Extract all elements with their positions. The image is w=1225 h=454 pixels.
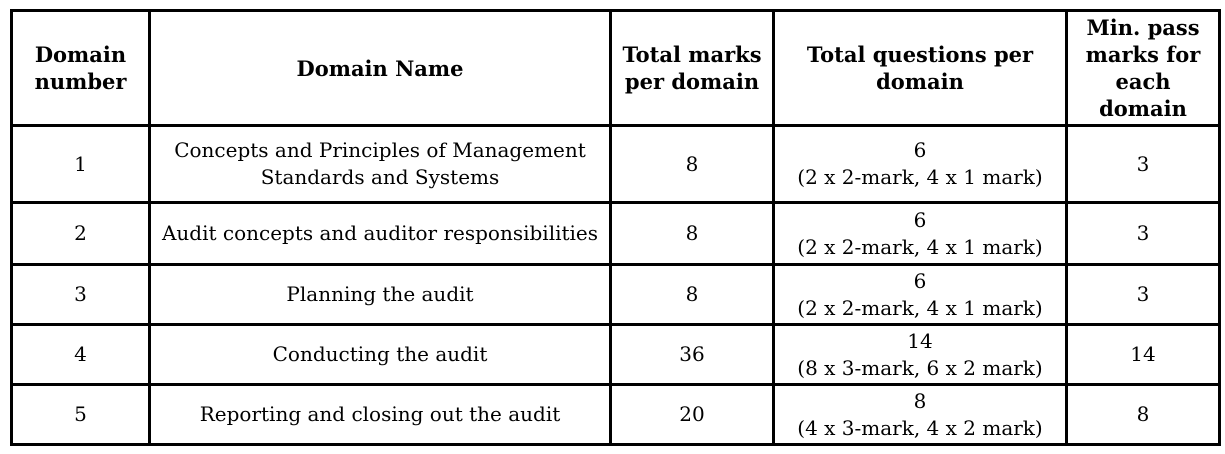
cell-total-marks: 36: [611, 325, 774, 385]
table-row: [12, 265, 1220, 325]
question-count: 6: [913, 207, 927, 232]
cell-total-questions: [774, 126, 1067, 203]
cell-min-pass-marks: 3: [1067, 265, 1220, 325]
header-min-pass-marks: Min. pass marks for each domain: [1067, 11, 1220, 126]
question-breakdown: (2 x 2-mark, 4 x 1 mark): [797, 234, 1043, 259]
header-total-marks: Total marks per domain: [611, 11, 774, 126]
header-row: [12, 11, 1220, 126]
question-breakdown: (2 x 2-mark, 4 x 1 mark): [797, 165, 1043, 189]
cell-domain-name: Concepts and Principles of Management Standards and Systems: [150, 126, 611, 203]
question-count: 6: [913, 268, 927, 293]
cell-domain-number: 4: [12, 325, 150, 385]
cell-total-marks: 20: [611, 385, 774, 445]
question-count: 6: [913, 138, 927, 162]
cell-total-questions: [774, 203, 1067, 265]
table-row: [12, 126, 1220, 203]
question-count: 8: [913, 388, 927, 413]
question-count: 14: [907, 328, 933, 353]
table-row: [12, 385, 1220, 445]
cell-total-questions: [774, 385, 1067, 445]
cell-domain-number: 2: [12, 203, 150, 265]
cell-domain-number: 1: [12, 126, 150, 203]
cell-domain-name: Planning the audit: [150, 265, 611, 325]
cell-domain-number: 5: [12, 385, 150, 445]
cell-total-marks: 8: [611, 126, 774, 203]
table-row: [12, 203, 1220, 265]
cell-domain-name: Conducting the audit: [150, 325, 611, 385]
cell-total-marks: 8: [611, 265, 774, 325]
header-domain-name: Domain Name: [150, 11, 611, 126]
question-breakdown: (8 x 3-mark, 6 x 2 mark): [797, 355, 1043, 380]
question-breakdown: (2 x 2-mark, 4 x 1 mark): [797, 295, 1043, 320]
cell-min-pass-marks: 14: [1067, 325, 1220, 385]
question-breakdown: (4 x 3-mark, 4 x 2 mark): [797, 415, 1043, 440]
cell-min-pass-marks: 8: [1067, 385, 1220, 445]
header-domain-number: Domain number: [12, 11, 150, 126]
cell-domain-name: Reporting and closing out the audit: [150, 385, 611, 445]
cell-min-pass-marks: 3: [1067, 126, 1220, 203]
cell-domain-number: 3: [12, 265, 150, 325]
cell-domain-name: Audit concepts and auditor responsibilities: [150, 203, 611, 265]
cell-min-pass-marks: 3: [1067, 203, 1220, 265]
domain-marks-table: [10, 9, 1221, 446]
header-total-questions: Total questions per domain: [774, 11, 1067, 126]
cell-total-marks: 8: [611, 203, 774, 265]
table-row: [12, 325, 1220, 385]
cell-total-questions: [774, 265, 1067, 325]
cell-total-questions: [774, 325, 1067, 385]
